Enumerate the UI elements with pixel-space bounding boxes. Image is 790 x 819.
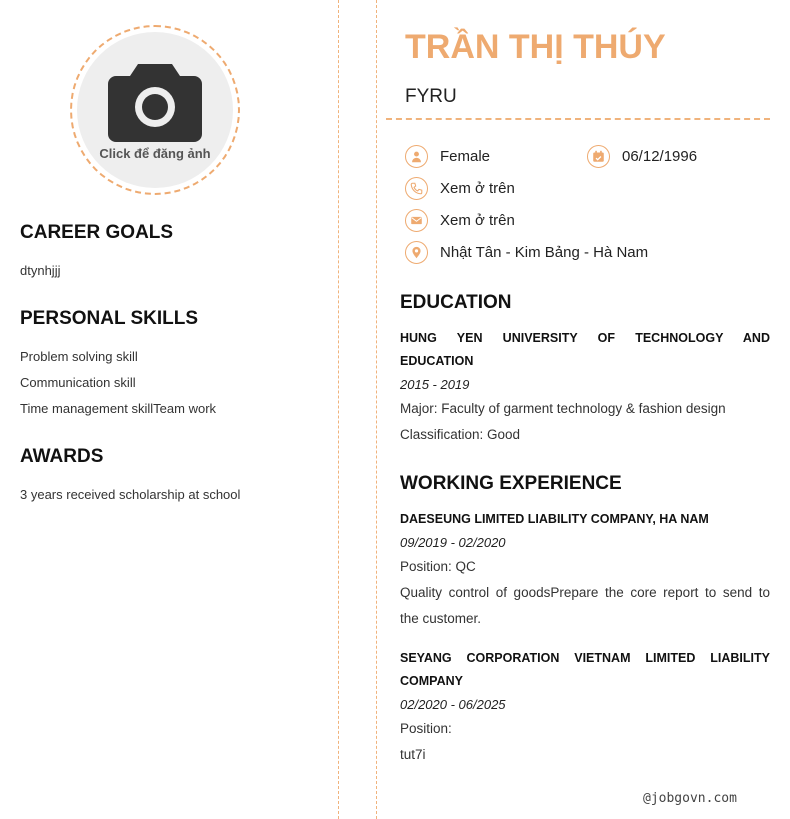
career-goals-text: dtynhjjj [20,263,61,278]
email-value: Xem ở trên [440,212,515,229]
candidate-name: TRẦN THỊ THÚY [405,28,666,66]
phone-row [405,177,515,200]
job-position: Position: [400,721,452,736]
school-name: HUNG YEN UNIVERSITY OF TECHNOLOGY AND [400,331,770,345]
awards-text: 3 years received scholarship at school [20,487,241,502]
career-goals-title: CAREER GOALS [20,222,174,243]
address-row [405,241,648,264]
calendar-icon [587,145,610,168]
education-classification: Classification: Good [400,427,521,442]
company-name: SEYANG CORPORATION VIETNAM LIMITED LIABILITY [400,651,770,665]
skill-item: Communication skill [20,375,136,390]
gender-value: Female [440,148,491,165]
divider-right [376,0,377,819]
awards-title: AWARDS [20,446,104,467]
gender-row [405,145,490,168]
company-name: DAESEUNG LIMITED LIABILITY COMPANY, HA NAM [400,512,709,526]
job-description: Quality control of goodsPrepare the core report to send to [400,585,770,600]
address-value: Nhật Tân - Kim Bảng - Hà Nam [440,244,649,261]
watermark: @jobgovn.com [643,791,737,806]
phone-value: Xem ở trên [440,180,515,197]
education-major: Major: Faculty of garment technology & fashion design [400,401,726,416]
job-position: Position: QC [400,559,476,574]
header-divider [386,118,770,120]
skill-item: Problem solving skill [20,349,138,364]
school-name-cont: EDUCATION [400,354,474,368]
education-title: EDUCATION [400,292,512,313]
divider-left [338,0,339,819]
education-entry [400,327,770,448]
phone-icon [405,177,428,200]
mail-icon [405,209,428,232]
birthday-row [587,145,697,168]
job-title: FYRU [405,86,457,107]
avatar [70,25,240,195]
job-entry [400,647,770,768]
upload-photo-button[interactable] [77,32,233,188]
company-name-cont: COMPANY [400,674,463,688]
camera-icon [108,60,202,142]
avatar-label: Click để đăng ảnh [99,145,211,161]
personal-skills-title: PERSONAL SKILLS [20,308,199,329]
job-description: tut7i [400,747,426,762]
job-entry [400,508,770,632]
job-dates: 02/2020 - 06/2025 [400,697,506,712]
job-dates: 09/2019 - 02/2020 [400,535,506,550]
skill-item: Time management skillTeam work [20,401,217,416]
experience-title: WORKING EXPERIENCE [400,473,622,494]
birthday-value: 06/12/1996 [622,148,698,165]
education-dates: 2015 - 2019 [400,377,470,392]
location-pin-icon [405,241,428,264]
email-row [405,209,515,232]
person-icon [405,145,428,168]
job-description-cont: the customer. [400,611,482,626]
